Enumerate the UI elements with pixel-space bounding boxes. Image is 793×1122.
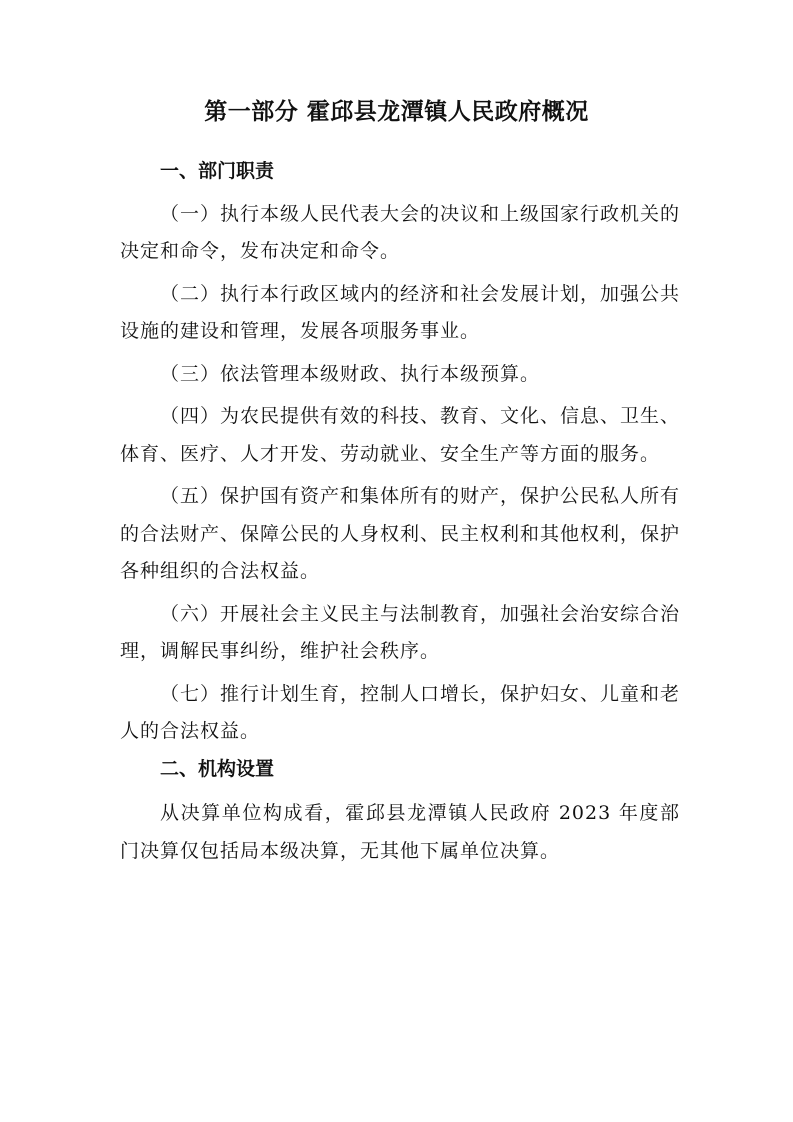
duty-paragraph-2: （二）执行本行政区域内的经济和社会发展计划，加强公共设施的建设和管理，发展各项服务事业。: [120, 282, 681, 342]
duty-paragraph-1: （一）执行本级人民代表大会的决议和上级国家行政机关的决定和命令，发布决定和命令。: [120, 202, 681, 262]
duty-paragraph-3: （三）依法管理本级财政、执行本级预算。: [160, 362, 541, 385]
section-heading-duties: 一、部门职责: [160, 160, 275, 182]
duty-paragraph-6: （六）开展社会主义民主与法制教育，加强社会治安综合治理，调解民事纠纷，维护社会秩序。: [120, 602, 681, 662]
duty-paragraph-5: （五）保护国有资产和集体所有的财产，保护公民私人所有的合法财产、保障公民的人身权利、民主权利和其他权利，保护各种组织的合法权益。: [120, 485, 681, 582]
duty-paragraph-4: （四）为农民提供有效的科技、教育、文化、信息、卫生、体育、医疗、人才开发、劳动就业、安全生产等方面的服务。: [120, 405, 681, 465]
page-title: 第一部分 霍邱县龙潭镇人民政府概况: [204, 98, 589, 125]
document-body: [120, 153, 680, 870]
structure-paragraph: 从决算单位构成看，霍邱县龙潭镇人民政府 2023 年度部门决算仅包括局本级决算，无其他下属单位决算。: [120, 802, 680, 862]
section-heading-structure: 二、机构设置: [160, 757, 275, 780]
duty-paragraph-7: （七）推行计划生育，控制人口增长，保护妇女、儿童和老人的合法权益。: [120, 682, 681, 742]
